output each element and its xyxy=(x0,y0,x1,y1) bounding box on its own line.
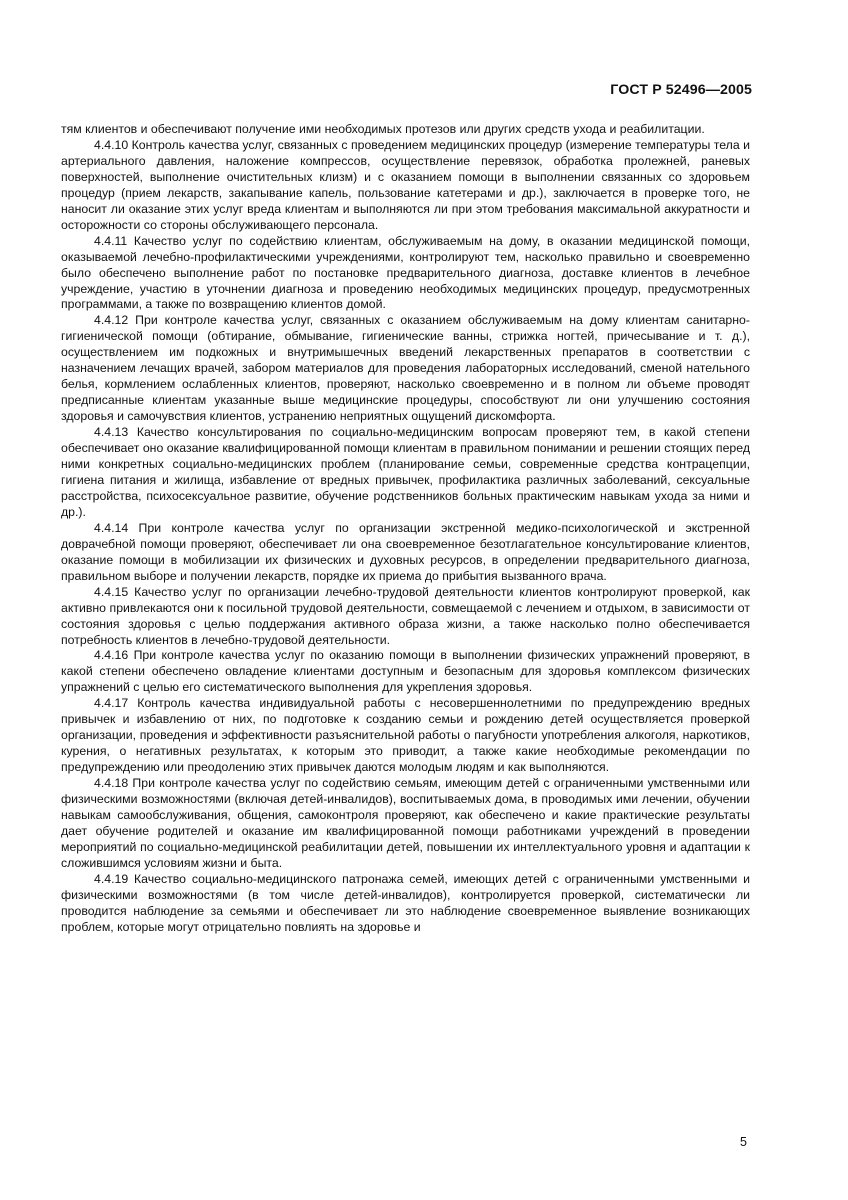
paragraph-4-4-13: 4.4.13 Качество консультирования по социально-медицинским вопросам проверяют тем, в какой степени обеспечивает оно оказание квалифицированной помощи клиентам в правильном понимании и решении стоящих перед ними конкретных социально-медицинских проблем (планирование семьи, современные средства контрацепции, гигиена питания и жилища, избавление от вредных привычек, профилактика различных заболеваний, сексуальные расстройства, психосексуальное развитие, обучение родственников больных практическим навыкам ухода за ними и др.). xyxy=(61,425,750,519)
paragraph-continued: тям клиентов и обеспечивают получение ими необходимых протезов или других средств ухода и реабилитации. xyxy=(61,122,705,136)
paragraph-4-4-12: 4.4.12 При контроле качества услуг, связанных с оказанием обслуживаемым на дому клиентам санитарно-гигиенической помощи (обтирание, обмывание, гигиенические ванны, стрижка ногтей, причесывание и т. д.), осуществлением им подкожных и внутримышечных введений лекарственных препаратов в соответствии с назначением лечащих врачей, забором материалов для проведения лабораторных исследований, сменой нательного белья, кормлением ослабленных клиентов, проверяют, насколько своевременно и в полном ли объеме проводят предписанные клиентам указанные выше медицинские процедуры, способствуют ли они улучшению состояния здоровья и самочувствия клиентов, устранению неприятных ощущений дискомфорта. xyxy=(61,313,750,424)
paragraph-4-4-11: 4.4.11 Качество услуг по содействию клиентам, обслуживаемым на дому, в оказании медицинской помощи, оказываемой лечебно-профилактическими учреждениями, контролируют тем, насколько правильно и своевременно было обеспечено выполнение работ по постановке предварительного диагноза, доставке клиентов в лечебное учреждение, участию в уточнении диагноза и проведению необходимых медицинских процедур, предусмотренных программами, а также по возвращению клиентов домой. xyxy=(61,233,750,312)
paragraph-4-4-15: 4.4.15 Качество услуг по организации лечебно-трудовой деятельности клиентов контролируют проверкой, как активно привлекаются они к посильной трудовой деятельности, совмещаемой с лечением и отдыхом, в зависимости от состояния здоровья с целью поддержания активного образа жизни, а также насколько полно обеспечивается потребность клиентов в лечебно-трудовой деятельности. xyxy=(61,584,750,647)
paragraph-4-4-10: 4.4.10 Контроль качества услуг, связанных с проведением медицинских процедур (измерение температуры тела и артериального давления, наложение компрессов, осуществление перевязок, обработка пролежней, раневых поверхностей, выполнение очистительных клизм) и с оказанием помощи в выполнении связанных со здоровьем процедур (прием лекарств, закапывание капель, пользование катетерами и др.), заключается в проверке того, не наносит ли оказание этих услуг вреда клиентам и выполняются ли при этом требования максимальной аккуратности и осторожности со стороны обслуживающего персонала. xyxy=(61,137,750,232)
paragraph-4-4-17: 4.4.17 Контроль качества индивидуальной работы с несовершеннолетними по предупреждению вредных привычек и избавлению от них, по подготовке к созданию семьи и рождению детей осуществляется проверкой организации, проведения и эффективности разъяснительной работы о пагубности употребления алкоголя, наркотиков, курения, о негативных результатах, к которым это приводит, а также какие необходимые рекомендации по предупреждению или преодолению этих привычек даются молодым людям и как выполняются. xyxy=(61,696,750,775)
paragraph-4-4-19: 4.4.19 Качество социально-медицинского патронажа семей, имеющих детей с ограниченными умственными и физическими возможностями (в том числе детей-инвалидов), контролируется проверкой, систематически ли проводится наблюдение за семьями и обеспечивает ли это наблюдение своевременное выявление возникающих проблем, которые могут отрицательно повлиять на здоровье и xyxy=(61,871,750,934)
body-text xyxy=(61,122,750,936)
paragraph-4-4-18: 4.4.18 При контроле качества услуг по содействию семьям, имеющим детей с ограниченными умственными или физическими возможностями (включая детей-инвалидов), воспитываемых дома, в проводимых ими лечении, обучении навыкам самообслуживания, общения, самоконтроля проверяют, как обеспечено и какие практические результаты дает обучение родителей и оказание им квалифицированной помощи работниками учреждений в проведении мероприятий по социально-медицинской реабилитации детей, повышении их интеллектуального уровня и адаптации к сложившимся условиям жизни и быта. xyxy=(61,776,750,870)
paragraph-4-4-16: 4.4.16 При контроле качества услуг по оказанию помощи в выполнении физических упражнений проверяют, в какой степени обеспечено овладение клиентами доступным и безопасным для здоровья комплексом физических упражнений с целью его систематического выполнения для укрепления здоровья. xyxy=(61,648,750,695)
page-number: 5 xyxy=(740,1135,747,1149)
paragraph-4-4-14: 4.4.14 При контроле качества услуг по организации экстренной медико-психологической и экстренной доврачебной помощи проверяют, обеспечивает ли она своевременное безотлагательное консультирование клиентов, оказание помощи в мобилизации их физических и духовных ресурсов, в определении предварительного диагноза, правильном выборе и получении лекарств, порядке их приема до прибытия вызванного врача. xyxy=(61,520,750,583)
standard-header: ГОСТ Р 52496—2005 xyxy=(610,82,752,98)
